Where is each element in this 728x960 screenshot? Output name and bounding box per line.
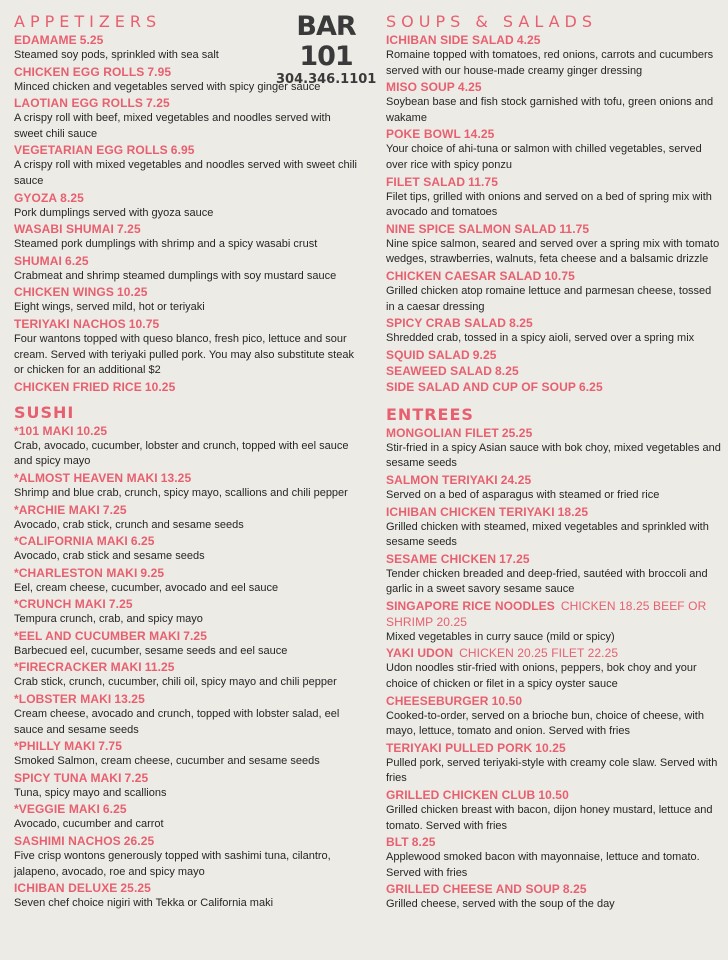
menu-item-description: Filet tips, grilled with onions and served on a bed of spring mix with avocado and tomatoes	[386, 190, 712, 219]
menu-item-description: Tuna, spicy mayo and scallions	[14, 786, 167, 799]
menu-item-price-options: CHICKEN 18.25 BEEF OR SHRIMP 20.25	[386, 598, 707, 629]
menu-item	[14, 95, 360, 142]
menu-item	[14, 379, 360, 395]
menu-item-price: 10.50	[538, 788, 569, 803]
menu-item	[14, 470, 360, 502]
menu-item-name: *PHILLY MAKI	[14, 739, 96, 754]
menu-item	[14, 253, 360, 285]
menu-item-title	[386, 787, 722, 803]
menu-item-price: 24.25	[500, 472, 532, 487]
menu-item-title	[386, 834, 722, 850]
menu-item-description: Served on a bed of asparagus with steamed or fried rice	[386, 488, 660, 501]
menu-item-title	[14, 253, 360, 269]
menu-item-name: *EEL AND CUCUMBER MAKI	[14, 628, 181, 643]
menu-item	[386, 79, 722, 126]
menu-item	[14, 880, 360, 912]
menu-item-price: 5.25	[79, 33, 104, 47]
menu-item	[14, 770, 360, 802]
menu-item	[386, 126, 722, 173]
menu-item-description: Nine spice salmon, seared and served over a spring mix with tomato wedges, strawberries, walnuts, feta cheese and a balsamic drizzle	[386, 237, 720, 266]
menu-item-name: SINGAPORE RICE NOODLES	[386, 598, 555, 613]
menu-item-name: *LOBSTER MAKI	[14, 692, 112, 707]
menu-item-description: Grilled chicken breast with bacon, dijon honey mustard, lettuce and tomato. Served with fries	[386, 804, 713, 832]
menu-item-price: 6.25	[64, 253, 89, 268]
menu-item-description: Smoked Salmon, cream cheese, cucumber and sesame seeds	[14, 755, 320, 768]
menu-item-title	[14, 628, 360, 644]
menu-item-name: SEAWEED SALAD	[386, 363, 492, 378]
menu-item	[14, 502, 360, 534]
menu-item-title	[386, 472, 722, 488]
menu-item-description: Grilled chicken atop romaine lettuce and parmesan cheese, tossed in a caesar dressing	[386, 284, 712, 313]
menu-item-title	[14, 379, 360, 395]
menu-item-description: Cooked-to-order, served on a brioche bun, choice of cheese, with mayo, lettuce, tomato and onion. Served with fries	[386, 709, 704, 738]
menu-item-title	[386, 126, 722, 142]
menu-item	[386, 693, 722, 740]
menu-item-name: YAKI UDON	[386, 646, 454, 661]
menu-item-name: SHUMAI	[14, 253, 62, 268]
menu-item-price: 11.75	[468, 174, 498, 189]
menu-item-price: 18.25	[557, 504, 589, 519]
menu-item-description: Shredded crab, tossed in a spicy aioli, served over a spring mix	[386, 332, 695, 345]
menu-item	[14, 32, 360, 64]
menu-item-title	[386, 32, 722, 48]
menu-item	[386, 787, 722, 834]
menu-item-description: Eel, cream cheese, cucumber, avocado and eel sauce	[14, 581, 279, 594]
menu-item-price: 7.25	[124, 770, 149, 785]
menu-item-title	[14, 316, 360, 332]
menu-item-title	[386, 379, 722, 395]
menu-item-title	[386, 598, 722, 630]
menu-item-title	[386, 551, 722, 567]
menu-item-price: 7.95	[147, 64, 172, 79]
menu-item-price: 7.25	[183, 628, 207, 643]
menu-item	[386, 834, 722, 881]
menu-item	[14, 659, 360, 691]
menu-item-title	[14, 596, 360, 612]
right-column	[386, 0, 722, 913]
menu-item-title	[14, 533, 360, 549]
menu-item-price: 10.25	[76, 423, 108, 438]
menu-item-title	[14, 565, 360, 581]
menu-item-price: 7.75	[98, 739, 122, 754]
menu-item-name: GRILLED CHEESE AND SOUP	[386, 882, 560, 897]
menu-item-description: Crabmeat and shrimp steamed dumplings with soy mustard sauce	[14, 269, 337, 282]
menu-item-price: 4.25	[516, 33, 541, 47]
menu-item-price: 9.25	[140, 565, 165, 580]
menu-item-name: NINE SPICE SALMON SALAD	[386, 221, 557, 236]
menu-item-name: *101 MAKI	[14, 423, 74, 438]
menu-item-description: Eight wings, served mild, hot or teriyaki	[14, 301, 205, 314]
menu-item-description: Minced chicken and vegetables served with spicy ginger sauce	[14, 80, 321, 93]
menu-item-price: 6.95	[170, 143, 195, 158]
entrees-list	[386, 425, 722, 913]
menu-item-price: 8.25	[494, 363, 519, 378]
menu-item	[386, 315, 722, 347]
menu-item	[386, 174, 722, 221]
menu-item	[14, 533, 360, 565]
menu-item-price: 10.25	[116, 285, 148, 300]
menu-item-name: SIDE SALAD AND CUP OF SOUP	[386, 379, 576, 394]
menu-item	[14, 596, 360, 628]
menu-item-title	[14, 470, 360, 486]
menu-item-description: Avocado, crab stick, crunch and sesame seeds	[14, 518, 244, 531]
menu-item-name: CHICKEN FRIED RICE	[14, 379, 142, 394]
menu-item-name: *CHARLESTON MAKI	[14, 565, 138, 580]
menu-item-description: Soybean base and fish stock garnished with tofu, green onions and wakame	[386, 96, 714, 124]
menu-item	[386, 363, 722, 379]
menu-item-description: Romaine topped with tomatoes, red onions, carrots and cucumbers served with our house-made creamy ginger dressing	[386, 49, 714, 77]
menu-item-price: 26.25	[123, 834, 155, 849]
menu-item-name: *CALIFORNIA MAKI	[14, 534, 128, 549]
menu-item-description: A crispy roll with mixed vegetables and noodles served with sweet chili sauce	[14, 159, 357, 187]
menu-item-name: ICHIBAN SIDE SALAD	[386, 33, 514, 47]
menu-item-name: POKE BOWL	[386, 127, 461, 142]
menu-item-price: 11.25	[144, 660, 175, 675]
menu-item-description: Pork dumplings served with gyoza sauce	[14, 206, 214, 219]
menu-item-name: TERIYAKI NACHOS	[14, 316, 126, 331]
menu-item-title	[386, 221, 722, 237]
menu-item	[14, 628, 360, 660]
menu-item-title	[14, 95, 360, 111]
menu-item-name: SPICY TUNA MAKI	[14, 770, 122, 785]
menu-item-title	[14, 423, 360, 439]
menu-item-name: *CRUNCH MAKI	[14, 597, 106, 612]
menu-item-title	[386, 347, 722, 363]
menu-item-price-options: CHICKEN 20.25 FILET 22.25	[459, 646, 619, 661]
menu-item	[386, 881, 722, 913]
menu-item-name: BLT	[386, 835, 409, 850]
menu-item-description: A crispy roll with beef, mixed vegetables and noodles served with sweet chili sauce	[14, 112, 331, 140]
menu-item-title	[386, 425, 722, 441]
menu-item-description: Cream cheese, avocado and crunch, topped with lobster salad, eel sauce and sesame seeds	[14, 708, 340, 736]
menu-item-price: 6.25	[130, 534, 155, 549]
menu-item-description: Your choice of ahi-tuna or salmon with chilled vegetables, served over rice with spicy ponzu	[386, 143, 702, 171]
menu-item-name: GRILLED CHICKEN CLUB	[386, 788, 536, 803]
menu-item-title	[386, 740, 722, 756]
menu-item-description: Mixed vegetables in curry sauce (mild or spicy)	[386, 630, 615, 643]
menu-item-price: 25.25	[120, 881, 151, 896]
menu-item-price: 17.25	[499, 551, 530, 566]
menu-item-title	[14, 221, 360, 237]
menu-item-price: 11.75	[559, 221, 590, 236]
menu-item-name: WASABI SHUMAI	[14, 222, 114, 237]
menu-item-name: SASHIMI NACHOS	[14, 834, 121, 849]
menu-item-description: Crab, avocado, cucumber, lobster and crunch, topped with eel sauce and spicy mayo	[14, 439, 349, 468]
menu-item-description: Four wantons topped with queso blanco, fresh pico, lettuce and sour cream. Served with teriyaki pulled pork. You may also substitute steak or chicken for an additional $2	[14, 332, 354, 377]
menu-item-description: Tender chicken breaded and deep-fried, sautéed with broccoli and garlic in a sweet savory sesame sauce	[386, 567, 708, 596]
menu-item-price: 13.25	[160, 470, 192, 485]
menu-item-title	[14, 738, 360, 754]
menu-item	[14, 801, 360, 833]
menu-item-title	[14, 190, 360, 206]
menu-item-name: FILET SALAD	[386, 174, 466, 189]
menu-item-description: Pulled pork, served teriyaki-style with creamy cole slaw. Served with fries	[386, 756, 718, 785]
menu-item-name: CHICKEN CAESAR SALAD	[386, 268, 542, 283]
menu-item	[14, 284, 360, 316]
menu-item	[14, 64, 360, 96]
menu-item	[14, 423, 360, 470]
menu-item-price: 8.25	[60, 190, 84, 205]
menu-item-name: *VEGGIE MAKI	[14, 802, 100, 817]
menu-item-name: CHEESEBURGER	[386, 693, 489, 708]
menu-item	[14, 221, 360, 253]
menu-item-name: SALMON TERIYAKI	[386, 472, 498, 487]
menu-item-title	[14, 691, 360, 707]
restaurant-name: BAR 101	[296, 11, 356, 72]
menu-item-title	[14, 770, 360, 786]
menu-item	[14, 833, 360, 880]
menu-item	[386, 504, 722, 551]
menu-item-title	[386, 363, 722, 379]
menu-item-name: EDAMAME	[14, 33, 77, 47]
menu-item-title	[386, 504, 722, 520]
menu-item-description: Tempura crunch, crab, and spicy mayo	[14, 613, 203, 626]
menu-item-price: 8.25	[411, 835, 436, 850]
menu-item-title	[14, 142, 360, 158]
menu-item-description: Shrimp and blue crab, crunch, spicy mayo, scallions and chili pepper	[14, 486, 348, 499]
menu-item-title	[386, 693, 722, 709]
menu-item-price: 10.25	[144, 379, 176, 394]
menu-item	[386, 740, 722, 787]
menu-item-price: 7.25	[146, 96, 170, 111]
menu-item-title	[386, 268, 722, 284]
menu-item-price: 9.25	[472, 347, 497, 362]
menu-item	[386, 221, 722, 268]
menu-item	[386, 425, 722, 472]
menu-item-price: 8.25	[509, 316, 533, 331]
menu-item	[386, 347, 722, 363]
menu-item-name: CHICKEN WINGS	[14, 285, 114, 300]
menu-item-price: 8.25	[562, 882, 587, 897]
menu-item	[14, 565, 360, 597]
menu-item-name: ICHIBAN DELUXE	[14, 881, 118, 896]
menu-item-title	[14, 659, 360, 675]
sushi-list	[14, 423, 360, 912]
menu-item	[386, 551, 722, 598]
menu-item-description: Avocado, cucumber and carrot	[14, 818, 164, 831]
menu-item-description: Steamed pork dumplings with shrimp and a spicy wasabi crust	[14, 238, 318, 251]
menu-item-price: 14.25	[463, 127, 495, 142]
menu-item-title	[14, 502, 360, 518]
menu-item	[14, 316, 360, 379]
menu-item-price: 4.25	[457, 80, 482, 95]
menu-item-price: 6.25	[578, 379, 603, 394]
menu-item	[386, 268, 722, 315]
menu-item-price: 13.25	[114, 692, 145, 707]
menu-item	[14, 691, 360, 738]
menu-item	[386, 472, 722, 504]
menu-item-price: 10.25	[535, 740, 566, 755]
menu-item	[386, 645, 722, 692]
menu-item-price: 10.75	[544, 268, 575, 283]
menu-item-title	[14, 880, 360, 896]
soups-salads-heading: SOUPS & SALADS	[386, 12, 598, 31]
menu-item-description: Avocado, crab stick and sesame seeds	[14, 550, 205, 563]
menu-item	[14, 142, 360, 189]
menu-item-description: Seven chef choice nigiri with Tekka or California maki	[14, 897, 274, 910]
menu-item-price: 7.25	[102, 502, 127, 517]
menu-item	[386, 32, 722, 79]
appetizers-heading: APPETIZERS	[14, 12, 162, 31]
menu-item-description: Five crisp wontons generously topped with sashimi tuna, cilantro, jalapeno, avocado, roe and spicy mayo	[14, 850, 331, 878]
menu-item-name: TERIYAKI PULLED PORK	[386, 740, 533, 755]
soups-salads-list	[386, 32, 722, 395]
menu-item	[386, 379, 722, 395]
restaurant-phone: 304.346.1101	[276, 72, 377, 87]
menu-item-price: 7.25	[108, 597, 133, 612]
menu-item-name: GYOZA	[14, 190, 58, 205]
menu-item-title	[14, 32, 360, 48]
menu-item-price: 7.25	[116, 222, 141, 237]
menu-item	[386, 598, 722, 646]
menu-item-title	[14, 801, 360, 817]
menu-item-description: Udon noodles stir-fried with onions, peppers, bok choy and your choice of chicken or filet in a spicy oyster sauce	[386, 662, 697, 691]
menu-item-description: Grilled chicken with steamed, mixed vegetables and sprinkled with sesame seeds	[386, 520, 709, 549]
menu-item-title	[14, 284, 360, 300]
menu-item-name: VEGETARIAN EGG ROLLS	[14, 143, 168, 158]
menu-item-name: CHICKEN EGG ROLLS	[14, 64, 145, 79]
menu-item-title	[14, 64, 360, 80]
menu-item-title	[14, 833, 360, 849]
menu-item-name: *FIRECRACKER MAKI	[14, 660, 142, 675]
menu-item-description: Crab stick, crunch, cucumber, chili oil, spicy mayo and chili pepper	[14, 676, 337, 689]
entrees-heading: ENTREES	[386, 404, 474, 424]
menu-item-name: ICHIBAN CHICKEN TERIYAKI	[386, 504, 555, 519]
menu-item-name: MONGOLIAN FILET	[386, 425, 499, 440]
menu-item-title	[386, 79, 722, 95]
sushi-heading: SUSHI	[14, 402, 75, 422]
appetizers-list	[14, 32, 360, 395]
menu-item-description: Grilled cheese, served with the soup of the day	[386, 898, 615, 911]
menu-item-name: LAOTIAN EGG ROLLS	[14, 96, 144, 111]
menu-item-price: 25.25	[501, 425, 533, 440]
menu-item-name: *ALMOST HEAVEN MAKI	[14, 470, 158, 485]
menu-item-name: SPICY CRAB SALAD	[386, 316, 507, 331]
menu-item-description: Barbecued eel, cucumber, sesame seeds and eel sauce	[14, 644, 288, 657]
menu-item	[14, 738, 360, 770]
menu-item-description: Steamed soy pods, sprinkled with sea salt	[14, 49, 219, 61]
menu-item-description: Applewood smoked bacon with mayonnaise, lettuce and tomato. Served with fries	[386, 851, 700, 879]
menu-item-description: Stir-fried in a spicy Asian sauce with bok choy, mixed vegetables and sesame seeds	[386, 441, 721, 470]
menu-item-title	[386, 174, 722, 190]
menu-item-price: 10.50	[491, 693, 523, 708]
menu-item-name: SQUID SALAD	[386, 347, 470, 362]
menu-item-title	[386, 881, 722, 897]
left-column	[14, 0, 360, 912]
menu-item-price: 6.25	[102, 802, 127, 817]
menu-item-title	[386, 645, 722, 661]
menu-item-name: *ARCHIE MAKI	[14, 502, 100, 517]
menu-item-title	[386, 315, 722, 331]
menu-item-price: 10.75	[128, 316, 160, 331]
menu-item	[14, 190, 360, 222]
menu-item-name: MISO SOUP	[386, 80, 455, 95]
menu-item-name: SESAME CHICKEN	[386, 551, 497, 566]
